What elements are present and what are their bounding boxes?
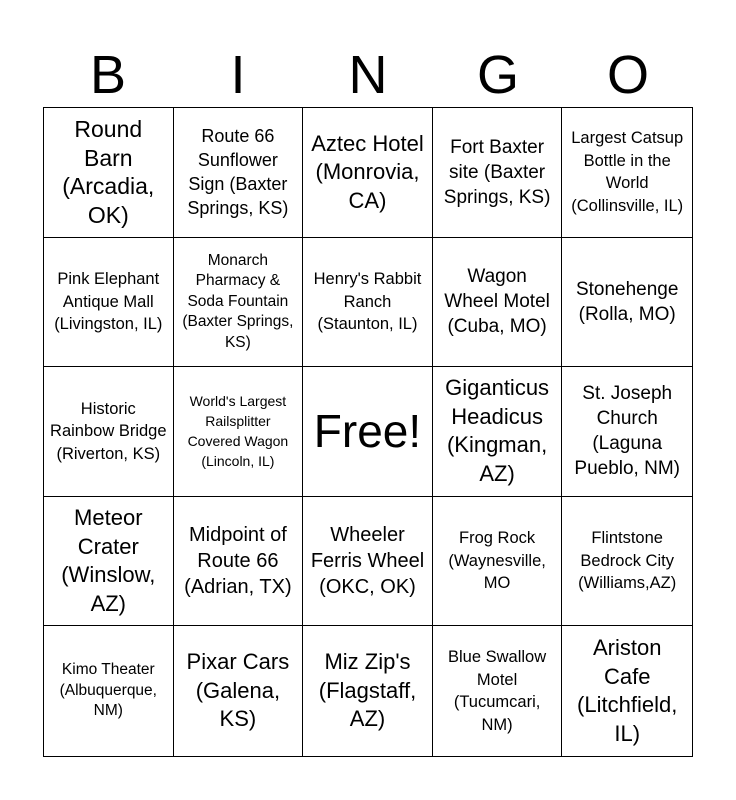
square-label: Aztec Hotel (Monrovia, CA) — [311, 130, 424, 213]
bingo-square-23[interactable] — [303, 626, 433, 756]
square-label: Route 66 Sunflower Sign (Baxter Springs, KS) — [187, 126, 289, 219]
bingo-square-17[interactable] — [174, 497, 304, 627]
square-label: Ariston Cafe (Litchfield, IL) — [577, 635, 678, 746]
square-label: St. Joseph Church (Laguna Pueblo, NM) — [574, 383, 680, 480]
square-label: Monarch Pharmacy & Soda Fountain (Baxter Springs, KS) — [182, 251, 294, 351]
bingo-square-8[interactable] — [303, 238, 433, 368]
square-label: Meteor Crater (Winslow, AZ) — [61, 505, 156, 616]
bingo-square-14[interactable] — [433, 367, 563, 497]
bingo-square-4[interactable] — [433, 108, 563, 238]
header-letter-b: B — [89, 45, 127, 105]
bingo-square-free[interactable] — [303, 367, 433, 497]
bingo-square-19[interactable] — [433, 497, 563, 627]
bingo-square-12[interactable] — [174, 367, 304, 497]
header-letter-g: G — [476, 45, 519, 105]
bingo-square-5[interactable] — [562, 108, 692, 238]
bingo-card-grid — [43, 107, 693, 757]
square-label: Stonehenge (Rolla, MO) — [575, 278, 679, 325]
square-label: Historic Rainbow Bridge (Riverton, KS) — [50, 399, 167, 463]
square-label: Pink Elephant Antique Mall (Livingston, IL) — [54, 270, 163, 334]
square-label: Miz Zip's (Flagstaff, AZ) — [318, 649, 417, 732]
header-letter-n: N — [348, 45, 388, 105]
square-label: World's Largest Railsplitter Covered Wagon (Lincoln, IL) — [187, 393, 289, 470]
bingo-square-2[interactable] — [174, 108, 304, 238]
square-label: Fort Baxter site (Baxter Springs, KS) — [443, 136, 551, 208]
free-space-label: Free! — [313, 405, 422, 458]
bingo-square-1[interactable] — [44, 108, 174, 238]
square-label: Round Barn (Arcadia, OK) — [62, 116, 155, 228]
square-label: Wagon Wheel Motel (Cuba, MO) — [444, 266, 550, 338]
bingo-square-10[interactable] — [562, 238, 692, 368]
bingo-square-22[interactable] — [174, 626, 304, 756]
bingo-square-9[interactable] — [433, 238, 563, 368]
square-label: Midpoint of Route 66 (Adrian, TX) — [184, 524, 292, 599]
bingo-square-18[interactable] — [303, 497, 433, 627]
square-label: Frog Rock (Waynesville, MO — [448, 529, 546, 593]
bingo-square-6[interactable] — [44, 238, 174, 368]
header-letter-i: I — [230, 45, 246, 105]
bingo-square-21[interactable] — [44, 626, 174, 756]
square-label: Giganticus Headicus (Kingman, AZ) — [445, 375, 550, 486]
square-label: Wheeler Ferris Wheel (OKC, OK) — [310, 524, 425, 599]
square-label: Pixar Cars (Galena, KS) — [186, 649, 290, 732]
bingo-square-24[interactable] — [433, 626, 563, 756]
bingo-square-7[interactable] — [174, 238, 304, 368]
header-letter-o: O — [606, 45, 649, 105]
square-label: Henry's Rabbit Ranch (Staunton, IL) — [313, 270, 422, 334]
bingo-square-20[interactable] — [562, 497, 692, 627]
square-label: Blue Swallow Motel (Tucumcari, NM) — [448, 648, 547, 734]
bingo-square-11[interactable] — [44, 367, 174, 497]
bingo-square-25[interactable] — [562, 626, 692, 756]
bingo-square-3[interactable] — [303, 108, 433, 238]
bingo-header — [43, 42, 693, 108]
square-label: Flintstone Bedrock City (Williams,AZ) — [578, 529, 677, 593]
square-label: Kimo Theater (Albuquerque, NM) — [59, 661, 157, 720]
bingo-square-15[interactable] — [562, 367, 692, 497]
bingo-square-16[interactable] — [44, 497, 174, 627]
square-label: Largest Catsup Bottle in the World (Collinsville, IL) — [571, 129, 684, 215]
